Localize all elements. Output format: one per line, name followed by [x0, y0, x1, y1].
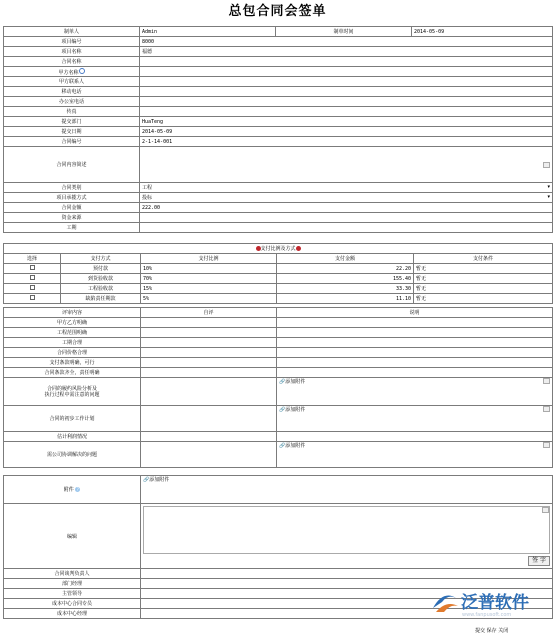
review-item: 合同条款齐全，责任明确 — [4, 368, 141, 378]
risk-analysis-textarea[interactable] — [141, 378, 277, 406]
duration-label: 工期 — [4, 223, 140, 233]
remark-input[interactable] — [277, 318, 553, 328]
review-item: 甲方乙方明确 — [4, 318, 141, 328]
payment-amount: 11.10 — [277, 294, 414, 304]
fax-input[interactable] — [140, 107, 553, 117]
scrollbar[interactable] — [543, 162, 550, 168]
table-row — [4, 569, 553, 579]
payment-amount: 155.40 — [277, 274, 414, 284]
payment-section-header — [4, 244, 553, 254]
payment-condition[interactable]: 暂无 — [414, 284, 553, 294]
signer-label: 部门经理 — [4, 579, 141, 589]
logo-text: 泛普软件 — [461, 593, 529, 613]
party-a-name-label: 甲方名称 — [58, 69, 79, 76]
page-title: 总包合同会签单 — [228, 4, 327, 19]
table-row — [4, 318, 553, 328]
row-checkbox[interactable] — [30, 295, 35, 300]
submit-dept-value: HuaTeng — [140, 117, 553, 127]
add-attachment-label: 添加附件 — [285, 407, 306, 413]
risk-analysis-label — [4, 378, 141, 406]
table-row — [4, 284, 553, 294]
submit-date-value: 2014-05-09 — [140, 127, 553, 137]
dropdown-arrow-icon[interactable]: ▾ — [547, 194, 550, 200]
close-button[interactable]: 关闭 — [498, 628, 509, 634]
payment-ratio[interactable]: 15% — [141, 284, 277, 294]
payment-condition[interactable]: 暂无 — [414, 274, 553, 284]
remark-input[interactable] — [277, 338, 553, 348]
fund-source-label: 资金来源 — [4, 213, 140, 223]
table-row — [4, 358, 553, 368]
payment-method: 预付款 — [61, 264, 141, 274]
party-a-contact-label: 甲方联系人 — [4, 77, 140, 87]
bid-method-label: 项目承揽方式 — [4, 193, 140, 203]
search-icon[interactable] — [79, 68, 85, 74]
form-page — [3, 0, 552, 636]
bottom-toolbar — [3, 626, 552, 636]
table-row — [4, 579, 553, 589]
payment-ratio[interactable]: 70% — [141, 274, 277, 284]
row-checkbox[interactable] — [30, 265, 35, 270]
edit-label: 编辑 — [4, 504, 141, 569]
self-review-input[interactable] — [141, 348, 277, 358]
payment-ratio[interactable]: 5% — [141, 294, 277, 304]
remark-input[interactable] — [277, 328, 553, 338]
scrollbar[interactable] — [543, 406, 550, 412]
contract-desc-textarea[interactable] — [140, 147, 553, 183]
profit-remark-input[interactable] — [277, 432, 553, 442]
risk-label-line2: 执行过程中需注意的问题 — [44, 391, 100, 398]
signer-label: 主管领导 — [4, 589, 141, 599]
submit-button[interactable]: 提交 — [475, 628, 486, 634]
profit-estimate-input[interactable] — [141, 432, 277, 442]
signer-field[interactable] — [141, 579, 553, 589]
add-attachment-link[interactable]: 🔗添加附件 — [143, 477, 170, 483]
scrollbar[interactable] — [542, 507, 549, 513]
col-method-header: 支付方式 — [61, 254, 141, 264]
add-attachment-label: 添加附件 — [149, 477, 170, 483]
office-phone-label: 办公室电话 — [4, 97, 140, 107]
payment-amount: 22.20 — [277, 264, 414, 274]
mobile-label: 移动电话 — [4, 87, 140, 97]
office-phone-input[interactable] — [140, 97, 553, 107]
col-condition-header: 支付条件 — [414, 254, 553, 264]
row-select[interactable] — [4, 294, 61, 304]
payment-condition[interactable]: 暂无 — [414, 264, 553, 274]
row-select[interactable] — [4, 264, 61, 274]
project-name-value: 福德 — [140, 47, 553, 57]
table-row — [4, 368, 553, 378]
table-row — [4, 338, 553, 348]
table-row — [4, 264, 553, 274]
mobile-input[interactable] — [140, 87, 553, 97]
bid-method-select[interactable] — [140, 193, 553, 203]
submit-dept-label: 提交部门 — [4, 117, 140, 127]
row-checkbox[interactable] — [30, 285, 35, 290]
payment-section-title: 支付比例及方式 — [260, 246, 296, 252]
bid-method-value: 投标 — [142, 195, 153, 201]
work-plan-label: 合同的初步工作计划 — [4, 406, 141, 432]
remark-input[interactable] — [277, 358, 553, 368]
table-row — [4, 294, 553, 304]
contract-name-input[interactable] — [140, 57, 553, 67]
review-item: 合同价格合理 — [4, 348, 141, 358]
review-table — [3, 307, 553, 468]
coordination-label: 需公司协调解决的问题 — [4, 442, 141, 468]
help-icon[interactable]: ? — [76, 487, 79, 492]
signer-field[interactable] — [141, 569, 553, 579]
self-review-input[interactable] — [141, 338, 277, 348]
bottom-buttons — [475, 627, 508, 634]
review-content-header: 评审内容 — [4, 308, 141, 318]
creator-value: Admin — [140, 27, 276, 37]
add-attachment-link[interactable]: 🔗添加附件 — [279, 379, 306, 385]
scrollbar[interactable] — [543, 378, 550, 384]
coordination-textarea[interactable] — [141, 442, 277, 468]
party-a-contact-input[interactable] — [140, 77, 553, 87]
basic-info-table — [3, 26, 553, 233]
submit-date-label: 提交日期 — [4, 127, 140, 137]
payment-method: 工程验收款 — [61, 284, 141, 294]
risk-attachment-cell — [277, 378, 553, 406]
self-review-input[interactable] — [141, 368, 277, 378]
work-plan-textarea[interactable] — [141, 406, 277, 432]
payment-amount: 33.30 — [277, 284, 414, 294]
save-button[interactable]: 保存 — [486, 628, 497, 634]
payment-table — [3, 243, 553, 304]
add-attachment-link[interactable]: 🔗添加附件 — [279, 443, 306, 449]
remark-input[interactable] — [277, 368, 553, 378]
attachment-label: 附件 — [63, 487, 74, 493]
party-a-name-cell — [4, 67, 140, 77]
project-name-label: 项目名称 — [4, 47, 140, 57]
edit-cell — [141, 504, 553, 569]
project-code-label: 项目编号 — [4, 37, 140, 47]
contract-amount-value: 222.00 — [140, 203, 553, 213]
profit-estimate-label: 估计利润情况 — [4, 432, 141, 442]
table-row — [4, 274, 553, 284]
contract-name-label: 合同名称 — [4, 57, 140, 67]
self-review-input[interactable] — [141, 328, 277, 338]
add-attachment-label: 添加附件 — [285, 443, 306, 449]
creator-label: 制单人 — [4, 27, 140, 37]
remark-input[interactable] — [277, 348, 553, 358]
review-item: 工程范围明确 — [4, 328, 141, 338]
row-select[interactable] — [4, 284, 61, 294]
col-ratio-header: 支付比例 — [141, 254, 277, 264]
add-attachment-label: 添加附件 — [285, 379, 306, 385]
project-code-value: 8000 — [140, 37, 553, 47]
brand-logo — [428, 588, 553, 626]
col-amount-header: 支付金额 — [277, 254, 414, 264]
plan-attachment-cell — [277, 406, 553, 432]
contract-no-label: 合同编号 — [4, 137, 140, 147]
fund-source-input[interactable] — [140, 213, 553, 223]
payment-method: 缺陷责任期款 — [61, 294, 141, 304]
duration-input[interactable] — [140, 223, 553, 233]
sign-row — [143, 556, 550, 566]
table-row — [4, 348, 553, 358]
attachment-label-cell — [4, 476, 141, 504]
create-time-value: 2014-05-09 — [412, 27, 553, 37]
row-checkbox[interactable] — [30, 275, 35, 280]
scrollbar[interactable] — [543, 442, 550, 448]
signer-label: 成本中心经理 — [4, 609, 141, 619]
payment-ratio[interactable]: 10% — [141, 264, 277, 274]
payment-method: 到货验收款 — [61, 274, 141, 284]
edit-textarea[interactable] — [143, 506, 550, 554]
dropdown-arrow-icon[interactable]: ▾ — [547, 184, 550, 190]
table-row — [4, 328, 553, 338]
contract-amount-label: 合同金额 — [4, 203, 140, 213]
signer-label: 成本中心合同专员 — [4, 599, 141, 609]
review-item: 支付条款明确，可行 — [4, 358, 141, 368]
contract-type-value: 工程 — [142, 185, 153, 191]
self-review-input[interactable] — [141, 358, 277, 368]
fax-label: 传真 — [4, 107, 140, 117]
create-time-label: 制单时间 — [276, 27, 412, 37]
payment-condition[interactable]: 暂无 — [414, 294, 553, 304]
coord-attachment-cell — [277, 442, 553, 468]
review-item: 工期合理 — [4, 338, 141, 348]
contract-no-value: 2-1-14-001 — [140, 137, 553, 147]
self-review-header: 自评 — [141, 308, 277, 318]
row-select[interactable] — [4, 274, 61, 284]
attachment-cell — [141, 476, 553, 504]
sign-button[interactable]: 签 字 — [528, 556, 550, 566]
party-a-name-input[interactable] — [140, 67, 553, 77]
col-select-header: 选择 — [4, 254, 61, 264]
self-review-input[interactable] — [141, 318, 277, 328]
contract-type-select[interactable] — [140, 183, 553, 193]
signer-label: 合同谈判负责人 — [4, 569, 141, 579]
risk-label-line1: 合同的履约风险分析及 — [46, 385, 97, 392]
remove-row-icon[interactable] — [296, 246, 301, 251]
add-attachment-link[interactable]: 🔗添加附件 — [279, 407, 306, 413]
contract-type-label: 合同类别 — [4, 183, 140, 193]
logo-url: www.fanpusoft.com — [462, 612, 512, 618]
contract-desc-label: 合同内容简述 — [4, 147, 140, 183]
remark-header: 说明 — [277, 308, 553, 318]
